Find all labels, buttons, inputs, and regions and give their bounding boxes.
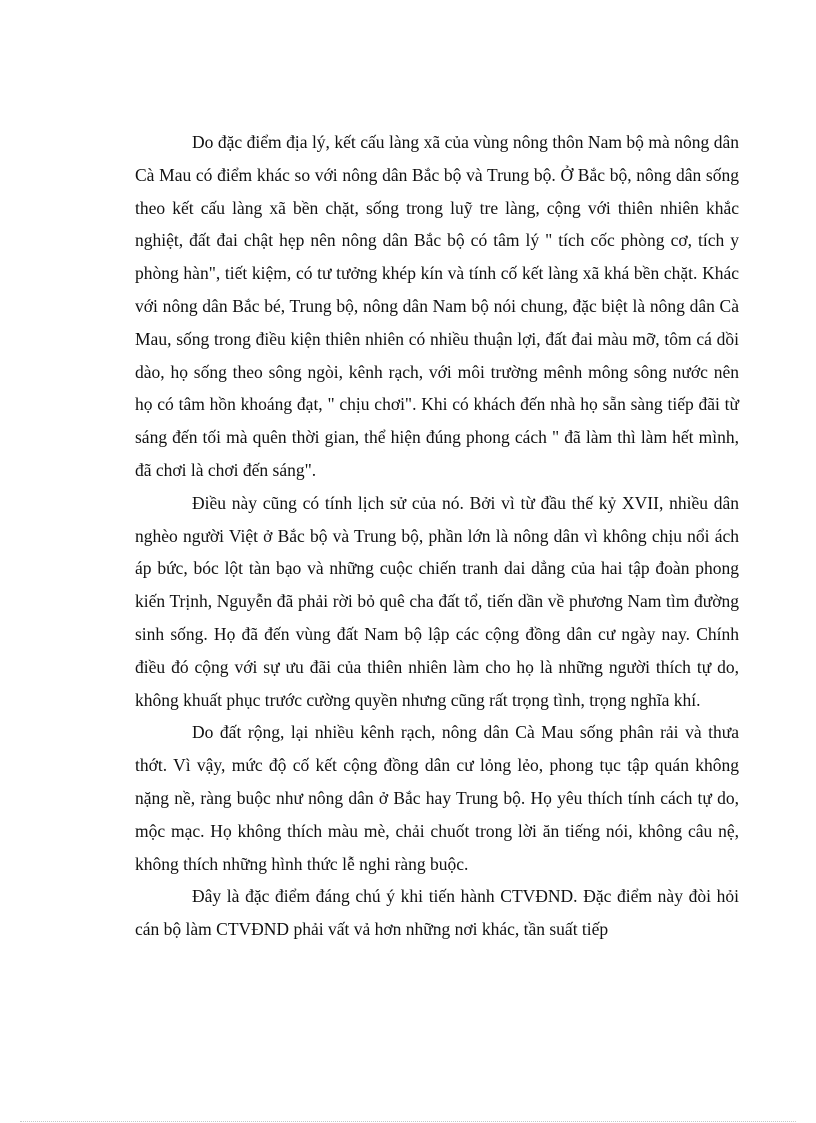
page-bottom-border [20,1121,796,1122]
paragraph-3: Do đất rộng, lại nhiều kênh rạch, nông dân Cà Mau sống phân rải và thưa thớt. Vì vậy, mức độ cố kết cộng đồng dân cư lỏng lẻo, phong tục tập quán không nặng nề, ràng buộc như nông dân ở Bắc hay Trung bộ. Họ yêu thích tính cách tự do, mộc mạc. Họ không thích màu mè, chải chuốt trong lời ăn tiếng nói, không câu nệ, không thích những hình thức lễ nghi ràng buộc. [135,722,739,874]
body-text [135,126,739,946]
paragraph-1: Do đặc điểm địa lý, kết cấu làng xã của vùng nông thôn Nam bộ mà nông dân Cà Mau có điểm khác so với nông dân Bắc bộ và Trung bộ. Ở Bắc bộ, nông dân sống theo kết cấu làng xã bền chặt, sống trong luỹ tre làng, cộng với thiên nhiên khắc nghiệt, đất đai chật hẹp nên nông dân Bắc bộ có tâm lý " tích cốc phòng cơ, tích y phòng hàn", tiết kiệm, có tư tưởng khép kín và tính cố kết làng xã khá bền chặt. Khác với nông dân Bắc bé, Trung bộ, nông dân Nam bộ nói chung, đặc biệt là nông dân Cà Mau, sống trong điều kiện thiên nhiên có nhiều thuận lợi, đất đai màu mỡ, tôm cá dồi dào, họ sống theo sông ngòi, kênh rạch, với môi trường mênh mông sông nước nên họ có tâm hồn khoáng đạt, " chịu chơi". Khi có khách đến nhà họ sẵn sàng tiếp đãi từ sáng đến tối mà quên thời gian, thể hiện đúng phong cách " đã làm thì làm hết mình, đã chơi là chơi đến sáng". [135,132,739,480]
paragraph-2: Điều này cũng có tính lịch sử của nó. Bởi vì từ đầu thế kỷ XVII, nhiều dân nghèo người Việt ở Bắc bộ và Trung bộ, phần lớn là nông dân vì không chịu nổi ách áp bức, bóc lột tàn bạo và những cuộc chiến tranh dai dẳng của hai tập đoàn phong kiến Trịnh, Nguyễn đã phải rời bỏ quê cha đất tổ, tiến dần về phương Nam tìm đường sinh sống. Họ đã đến vùng đất Nam bộ lập các cộng đồng dân cư ngày nay. Chính điều đó cộng với sự ưu đãi của thiên nhiên làm cho họ là những người thích tự do, không khuất phục trước cường quyền nhưng cũng rất trọng tình, trọng nghĩa khí. [135,492,739,710]
paragraph-4: Đây là đặc điểm đáng chú ý khi tiến hành CTVĐND. Đặc điểm này đòi hỏi cán bộ làm CTVĐND phải vất vả hơn những nơi khác, tần suất tiếp [135,886,739,940]
